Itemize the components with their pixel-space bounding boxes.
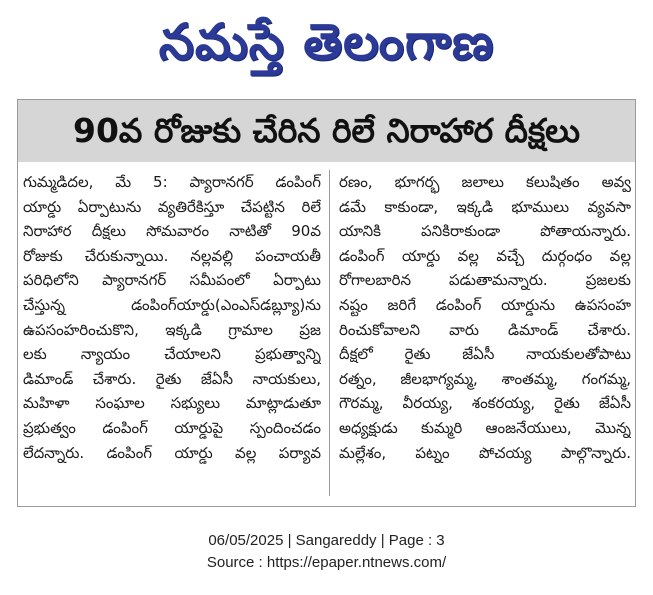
- article-column-right: [339, 170, 631, 496]
- headline-band: [18, 100, 635, 162]
- article-text-line: మల్లేశం, పట్నం పోచయ్య పాల్గొన్నారు.: [339, 443, 631, 462]
- article-text-line: డమే కాకుండా, ఇక్కడి భూములు వ్యవసా: [339, 197, 631, 216]
- article-text-line: గుమ్మడిదల, మే 5: ప్యారానగర్ డంపింగ్: [23, 173, 321, 191]
- article-headline: 90వ రోజుకు చేరిన రిలే నిరాహార దీక్షలు: [73, 111, 580, 150]
- page-footer: [0, 530, 653, 574]
- source-url[interactable]: Source : https://epaper.ntnews.com/: [206, 554, 447, 571]
- article-text-line: యానికి పనికిరాకుండా పోతాయన్నారు.: [339, 222, 631, 241]
- article-text-line: రించుకోవాలని వారు డిమాండ్ చేశారు.: [339, 320, 631, 339]
- article-text-line: చేస్తున్న డంపింగ్‌యార్డు(ఎంఎస్‌డబ్ల్యూ)ను: [23, 295, 321, 314]
- column-divider: [329, 170, 330, 496]
- edition-info: 06/05/2025 | Sangareddy | Page : 3: [208, 532, 445, 549]
- article-column-left: [23, 170, 321, 496]
- article-body: [18, 162, 635, 502]
- article-text-line: మహిళా సంఘాల సభ్యులు మాట్లాడుతూ: [23, 394, 321, 413]
- article-text-line: నిరాహార దీక్షలు సోమవారం నాటితో 90వ: [23, 222, 321, 241]
- article-text-line: అధ్యక్షుడు కుమ్మరి ఆంజనేయులు, మొన్న: [339, 418, 631, 437]
- article-text-line: పరిధిలోని ప్యారానగర్ సమీపంలో ఏర్పాటు: [23, 271, 321, 290]
- article-text-line: నష్టం జరిగే డంపింగ్ యార్డును ఉపసంహ: [339, 295, 631, 314]
- article-text-line: లకు న్యాయం చేయాలని ప్రభుత్వాన్ని: [23, 345, 321, 364]
- article-text-line: లేదన్నారు. డంపింగ్ యార్డు వల్ల పర్యావ: [23, 443, 321, 462]
- article-text-line: దీక్షలో రైతు జేఏసీ నాయకులతోపాటు: [339, 345, 631, 364]
- article-text-line: రత్నం, జీలభాగ్యమ్మ, శాంతమ్మ, గంగమ్మ,: [339, 369, 631, 388]
- article-text-line: యార్డు ఏర్పాటును వ్యతిరేకిస్తూ చేపట్టిన రిలే: [23, 197, 321, 216]
- news-article: [17, 99, 636, 507]
- article-text-line: డంపింగ్ యార్డు వల్ల వచ్చే దుర్గంధం వల్ల: [339, 246, 631, 265]
- article-text-line: ఉపసంహరించుకొని, ఇక్కడి గ్రామాల ప్రజ: [23, 320, 321, 339]
- masthead-title: నమస్తే తెలంగాణ: [158, 13, 495, 71]
- newspaper-masthead: [0, 0, 653, 92]
- article-text-line: రణం, భూగర్భ జలాలు కలుషితం అవ్వ: [339, 173, 631, 191]
- article-text-line: డిమాండ్ చేశారు. రైతు జేఏసీ నాయకులు,: [23, 369, 321, 388]
- article-text-line: రోగాలబారిన పడుతామన్నారు. ప్రజలకు: [339, 271, 631, 290]
- article-text-line: రోజుకు చేరుకున్నాయి. నల్లవల్లి పంచాయతీ: [23, 246, 321, 265]
- article-text-line: గౌరమ్మ, వీరయ్య, శంకరయ్య, రైతు జేఏసీ: [339, 394, 631, 413]
- article-text-line: ప్రభుత్వం డంపింగ్ యార్డుపై స్పందించడం: [23, 418, 321, 437]
